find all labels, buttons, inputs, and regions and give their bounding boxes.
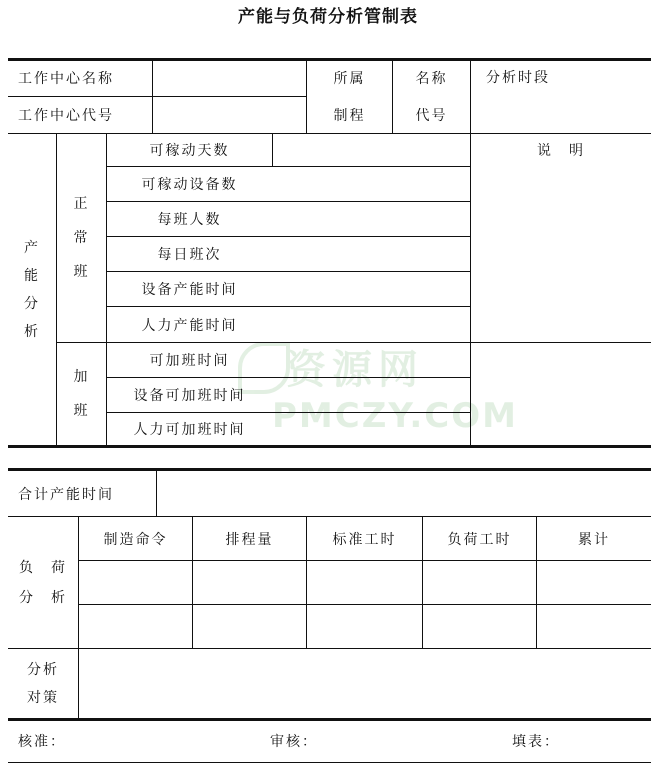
fill-label: 填表： — [512, 734, 560, 750]
watermark — [246, 338, 536, 448]
col-work-order: 制造命令 — [103, 531, 168, 548]
process-label: 制程 — [333, 108, 366, 124]
normal-shift-label: 正 常 班 — [73, 196, 90, 280]
row-shifts-per-day: 每日班次 — [157, 247, 222, 263]
row-overtime-hours: 可加班时间 — [149, 353, 230, 369]
wc-code-label: 工作中心代号 — [18, 108, 114, 124]
row-labor-capacity: 人力产能时间 — [141, 317, 238, 334]
total-capacity-label: 合计产能时间 — [18, 486, 114, 503]
total-capacity-field[interactable] — [157, 471, 651, 516]
review-label: 审核： — [270, 734, 318, 750]
load-group-label: 负 荷 分 析 — [19, 559, 67, 606]
approve-label: 核准： — [18, 734, 66, 750]
overtime-label: 加 班 — [73, 369, 90, 419]
row-available-days: 可稼动天数 — [149, 143, 230, 159]
code-label: 代号 — [415, 108, 448, 124]
strategy-label: 分析 对策 — [27, 661, 59, 706]
row-available-equipment: 可稼动设备数 — [141, 177, 238, 193]
strategy-field[interactable] — [79, 649, 651, 718]
row-equipment-capacity: 设备产能时间 — [141, 282, 238, 298]
note-label: 说 明 — [537, 143, 585, 159]
belong-label: 所属 — [333, 71, 366, 87]
name-label: 名称 — [415, 71, 448, 87]
row-equipment-overtime: 设备可加班时间 — [133, 388, 246, 404]
row-people-per-shift: 每班人数 — [157, 212, 222, 228]
capacity-group-label: 产 能 分 析 — [24, 239, 40, 340]
wc-name-field[interactable] — [153, 60, 306, 96]
watermark-en: PMCZY.COM — [272, 396, 518, 436]
wc-code-field[interactable] — [153, 97, 306, 133]
col-standard-hours: 标准工时 — [332, 531, 397, 548]
watermark-cn: 资源网 — [286, 347, 424, 393]
page-title: 产能与负荷分析管制表 — [238, 7, 418, 27]
col-cumulative: 累计 — [578, 531, 610, 548]
wc-name-label: 工作中心名称 — [18, 71, 114, 87]
period-label: 分析时段 — [486, 70, 550, 86]
col-schedule-qty: 排程量 — [225, 531, 274, 548]
col-load-hours: 负荷工时 — [447, 531, 512, 548]
row-labor-overtime: 人力可加班时间 — [133, 422, 246, 438]
